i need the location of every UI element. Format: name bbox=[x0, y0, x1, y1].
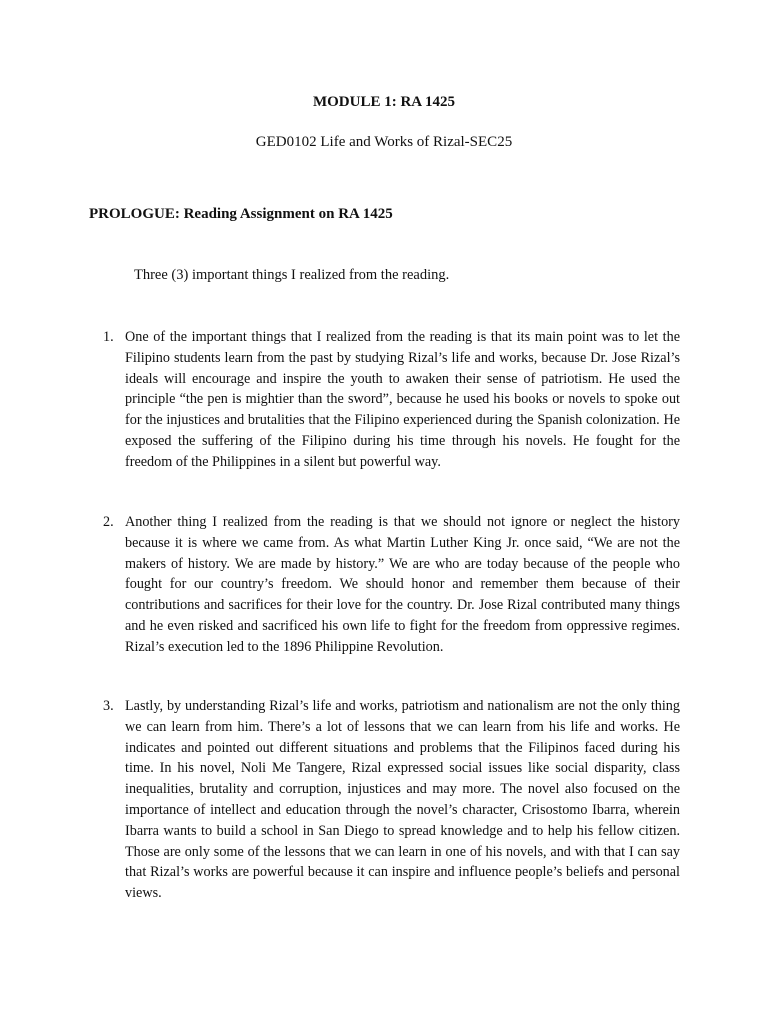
list-item bbox=[103, 327, 680, 473]
list-item-text: Another thing I realized from the reading is that we should not ignore or neglect the history because it is where we came from. As what Martin Luther King Jr. once said, “We are not the makers of history. We are made by history.” We are who are today because of the people who fought for our country’s freedom. We should honor and remember them because of their contributions and sacrifices for their love for the country. Dr. Jose Rizal contributed many things and he even risked and sacrificed his own life to fight for the freedom from oppressive regimes. Rizal’s execution led to the 1896 Philippine Revolution. bbox=[125, 514, 680, 655]
list-item bbox=[103, 512, 680, 658]
list-item-text: One of the important things that I realized from the reading is that its main point was to let the Filipino students learn from the past by studying Rizal’s life and works, because Dr. Jose Rizal’s ideals will encourage and inspire the youth to awaken their sense of patriotism. He used the principle “the pen is mightier than the sword”, because he used his books or novels to spoke out for the injustices and brutalities that the Filipino experienced during the Spanish colonization. He exposed the suffering of the Filipino during his time through his novels. He fought for the freedom of the Philippines in a silent but powerful way. bbox=[125, 329, 680, 470]
section-heading: PROLOGUE: Reading Assignment on RA 1425 bbox=[89, 206, 393, 222]
course-subtitle: GED0102 Life and Works of Rizal-SEC25 bbox=[255, 134, 513, 150]
list-item-text: Lastly, by understanding Rizal’s life and works, patriotism and nationalism are not the only thing we can learn from him. There’s a lot of lessons that we can learn from his life and works. He indicates and pointed out different situations and problems that the Filipinos faced during his time. In his novel, Noli Me Tangere, Rizal expressed social issues like social disparity, class inequalities, brutality and corruption, injustices and may more. The novel also focused on the importance of intellect and education through the novel’s character, Crisostomo Ibarra, wherein Ibarra wants to build a school in San Diego to spread knowledge and to help his fellow citizen. Those are only some of the lessons that we can learn in one of his novels, and with that I can say that Rizal’s works are powerful because it can inspire and influence people’s beliefs and personal views. bbox=[125, 698, 680, 902]
document-title: MODULE 1: RA 1425 bbox=[312, 94, 456, 110]
list-item-number: 1. bbox=[103, 329, 114, 345]
intro-line: Three (3) important things I realized from the reading. bbox=[134, 267, 450, 283]
list-item bbox=[103, 696, 680, 904]
list-item-number: 2. bbox=[103, 514, 114, 530]
list-item-number: 3. bbox=[103, 698, 114, 714]
